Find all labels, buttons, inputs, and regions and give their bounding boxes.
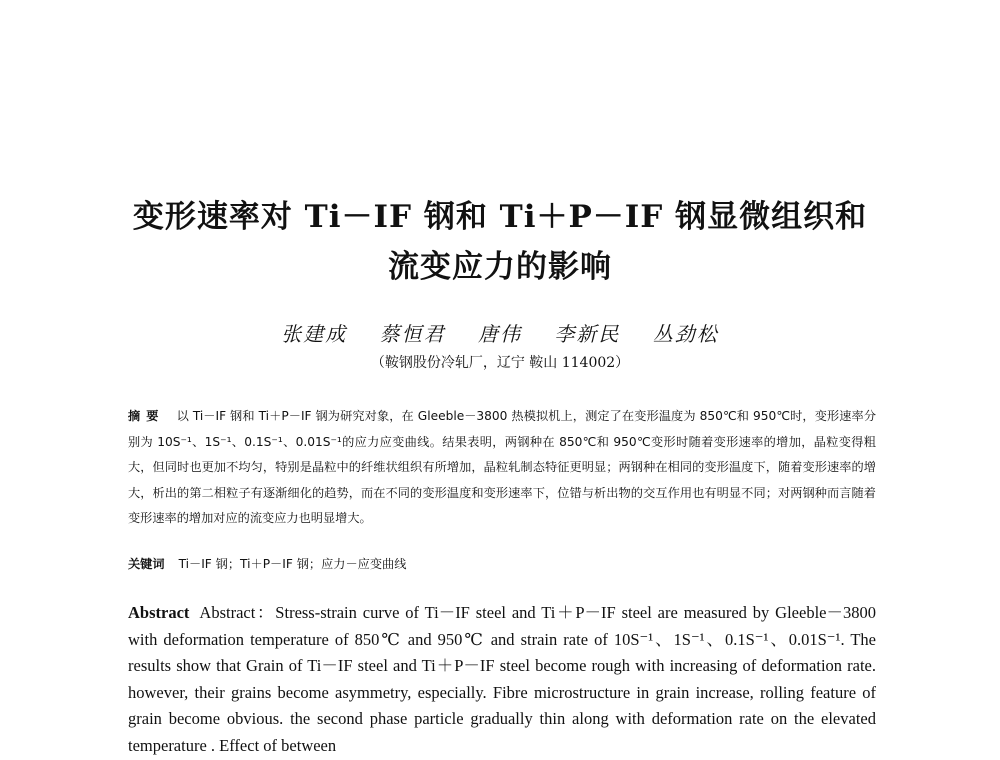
author-name: 张建成 bbox=[281, 322, 348, 346]
english-abstract-label: Abstract bbox=[128, 603, 190, 622]
chinese-abstract bbox=[128, 404, 876, 532]
author-name: 唐伟 bbox=[478, 322, 522, 346]
english-abstract-text: Abstract：Stress-strain curve of Ti－IF steel and Ti＋P－IF steel are measured by Gleeble－3800 with deformation temperature of 850℃ and 950℃ and strain rate of 10S⁻¹、1S⁻¹、0.1S⁻¹、0.01S⁻¹. The results show that Grain of Ti－IF steel and Ti＋P－IF steel become rough with increasing of deformation rate. however, their grains become asymmetry, especially. Fibre microstructure in grain increase, rolling feature of grain become obvious. the second phase particle gradually thin along with deformation rate on the elevated temperature . Effect of between bbox=[128, 603, 876, 755]
english-abstract bbox=[128, 600, 876, 759]
title-line-1: 变形速率对 Ti－IF 钢和 Ti＋P－IF 钢显微组织和 bbox=[132, 199, 868, 235]
keywords-label: 关键词 bbox=[128, 557, 165, 571]
chinese-abstract-text: 以 Ti－IF 钢和 Ti＋P－IF 钢为研究对象，在 Gleeble－3800 热模拟机上，测定了在变形温度为 850℃和 950℃时，变形速率分别为 10S⁻¹、1S⁻¹、0.1S⁻¹、0.01S⁻¹的应力应变曲线。结果表明，两钢种在 850℃和 950℃变形时随着变形速率的增加，晶粒变得粗大，但同时也更加不均匀，特别是晶粒中的纤维状组织有所增加，晶粒轧制态特征更明显；两钢种在相同的变形温度下，随着变形速率的增大，析出的第二相粒子有逐渐细化的趋势，而在不同的变形温度和变形速率下，位错与析出物的交互作用也有明显不同；对两钢种而言随着变形速率的增加对应的流变应力也明显增大。 bbox=[128, 409, 877, 525]
author-name: 蔡恒君 bbox=[379, 322, 446, 346]
keywords-text: Ti－IF 钢；Ti＋P－IF 钢；应力－应变曲线 bbox=[178, 557, 407, 571]
chinese-abstract-label: 摘要 bbox=[128, 409, 165, 423]
paper-title bbox=[100, 192, 900, 292]
author-affiliation: （鞍钢股份冷轧厂，辽宁 鞍山 114002） bbox=[370, 355, 630, 371]
title-line-2: 流变应力的影响 bbox=[388, 249, 612, 285]
author-list bbox=[0, 318, 1000, 347]
keywords bbox=[128, 555, 876, 572]
author-name: 丛劲松 bbox=[652, 322, 719, 346]
author-name: 李新民 bbox=[554, 322, 621, 346]
